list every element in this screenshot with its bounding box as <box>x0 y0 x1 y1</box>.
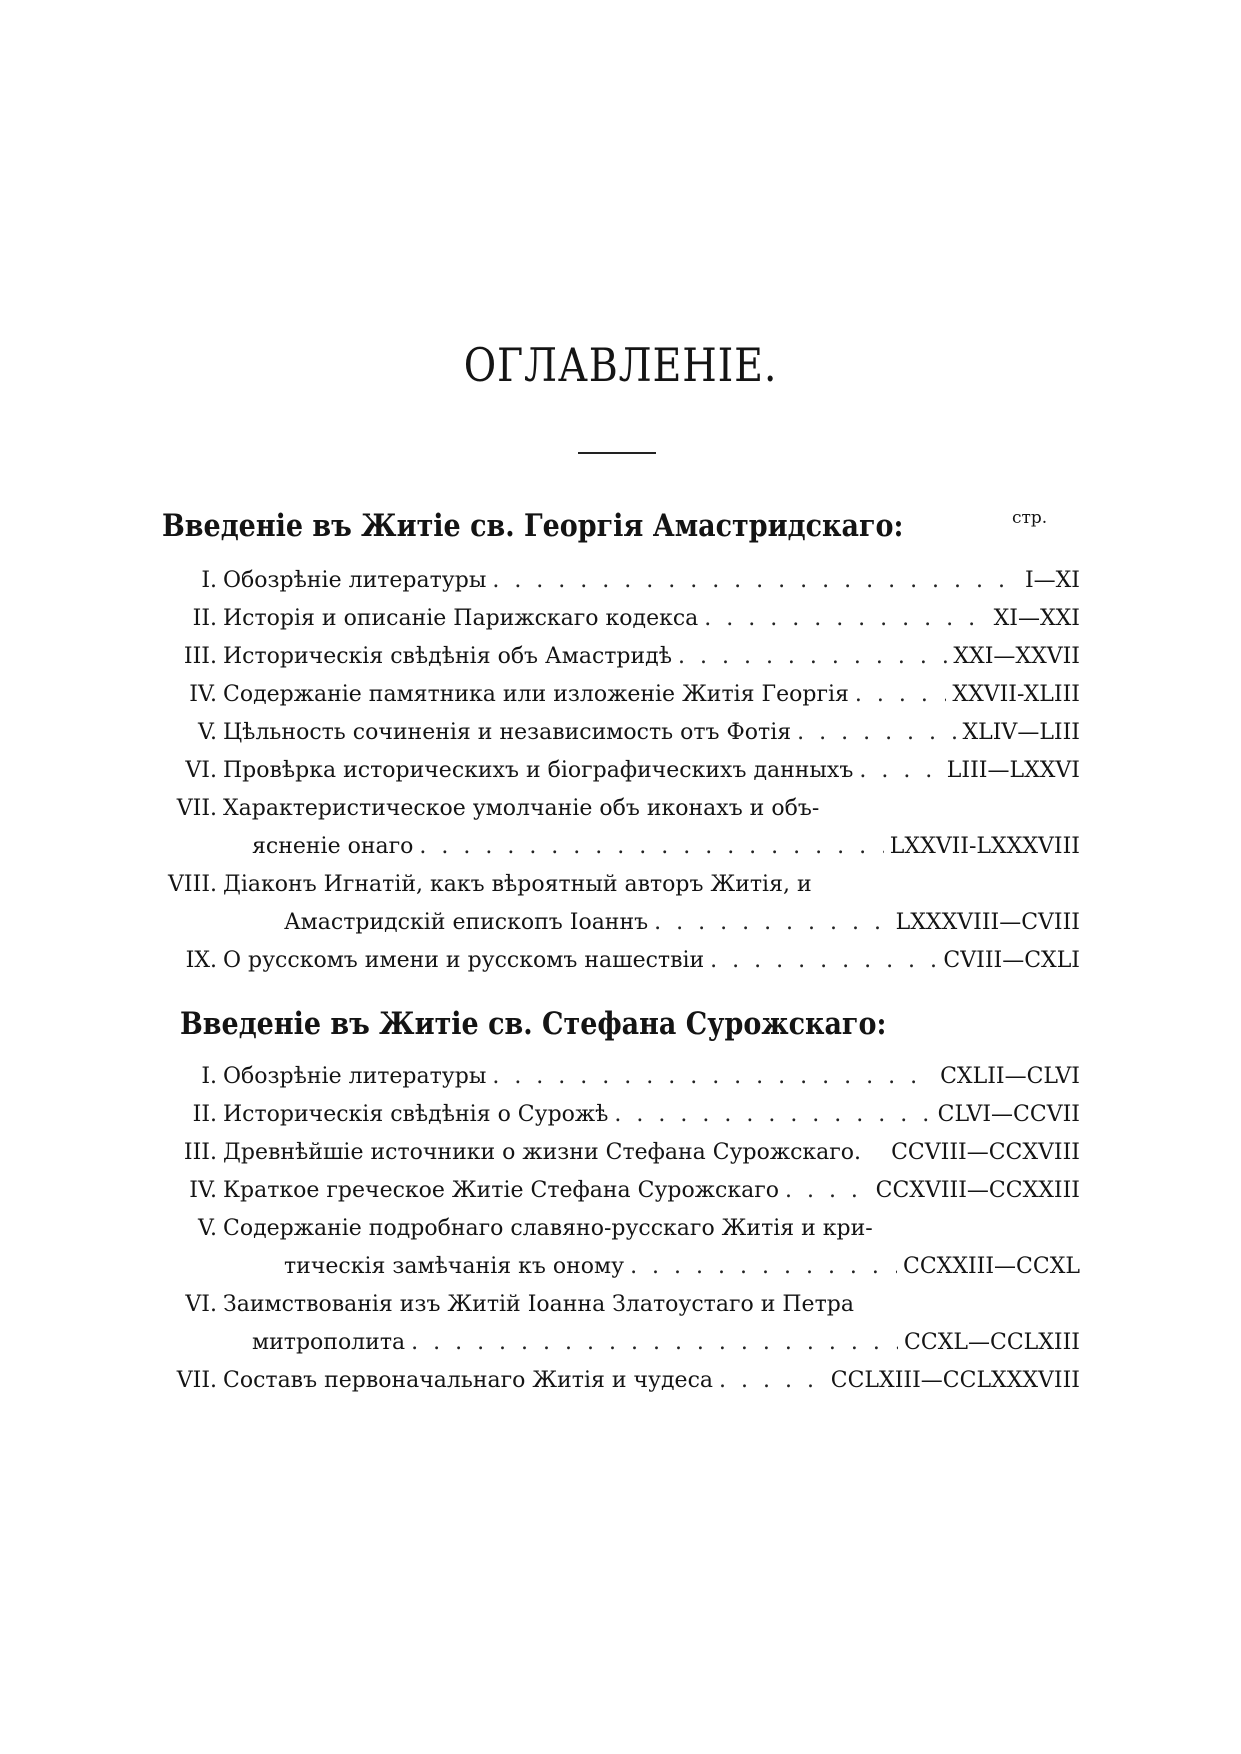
dot-leader <box>492 1060 934 1094</box>
entry-title: Составъ первоначальнаго Житія и чудеса <box>223 1368 714 1393</box>
entry-title-continuation: Амастридскій епископъ Іоаннъ <box>284 910 649 935</box>
dot-leader <box>630 1250 897 1284</box>
entry-pages: LIII—LXXVI <box>946 758 1080 783</box>
dot-leader <box>614 1098 931 1132</box>
entry-title: Содержаніе памятника или изложеніе Житія Георгія <box>223 682 849 707</box>
entry-title: Историческія свѣдѣнія объ Амастридѣ <box>223 644 672 669</box>
entry-pages: XI—XXI <box>993 606 1080 631</box>
entry-title: Древнѣйшіе источники о жизни Стефана Сурожскаго. <box>223 1140 862 1165</box>
entry-number: III. <box>183 644 217 669</box>
entry-pages: CCXVIII—CCXXIII <box>875 1178 1080 1203</box>
entry-number: IV. <box>189 1178 217 1203</box>
entry-title: Исторія и описаніе Парижскаго кодекса <box>223 606 699 631</box>
toc-entry[interactable] <box>0 602 1080 636</box>
entry-title: Провѣрка историческихъ и біографическихъ данныхъ <box>223 758 854 783</box>
toc-entry-continuation[interactable] <box>0 1250 1080 1284</box>
toc-entry[interactable] <box>0 640 1080 674</box>
entry-pages: CVIII—CXLI <box>943 948 1080 973</box>
toc-entry[interactable] <box>0 1136 1080 1170</box>
entry-number: III. <box>183 1140 217 1165</box>
entry-title: Обозрѣніе литературы <box>223 568 487 593</box>
entry-number: II. <box>192 1102 217 1127</box>
page-title: ОГЛАВЛЕНІЕ. <box>463 338 778 392</box>
entry-pages: CXLII—CLVI <box>940 1064 1080 1089</box>
entry-number: VIII. <box>168 872 217 897</box>
entry-pages: LXXXVIII—CVIII <box>895 910 1080 935</box>
section-heading-georgy: Введеніе въ Житіе св. Георгія Амастридскаго: <box>162 508 904 544</box>
section-heading-stefan: Введеніе въ Житіе св. Стефана Сурожскаго: <box>180 1006 887 1042</box>
toc-entry-continuation[interactable] <box>0 1326 1080 1360</box>
entry-title-continuation: тическія замѣчанія къ оному <box>284 1254 625 1279</box>
entry-title: Діаконъ Игнатій, какъ вѣроятный авторъ Житія, и <box>223 872 812 897</box>
entry-pages: XXVII-XLIII <box>952 682 1080 707</box>
entry-number: VI. <box>185 1292 217 1317</box>
entry-pages: CCXXIII—CCXL <box>903 1254 1080 1279</box>
entry-pages: XXI—XXVII <box>953 644 1080 669</box>
toc-entry[interactable] <box>0 678 1080 712</box>
toc-entry[interactable] <box>0 1364 1080 1398</box>
entry-number: II. <box>192 606 217 631</box>
entry-title: Цѣльность сочиненія и независимость отъ Фотія <box>223 720 792 745</box>
entry-title: О русскомъ имени и русскомъ нашествіи <box>223 948 705 973</box>
entry-number: V. <box>197 1216 217 1241</box>
entry-pages: CCXL—CCLXIII <box>904 1330 1080 1355</box>
entry-number: I. <box>201 568 217 593</box>
entry-title-continuation: ясненіе онаго <box>252 834 414 859</box>
dot-leader <box>704 602 987 636</box>
entry-pages: I—XI <box>1024 568 1080 593</box>
toc-entry[interactable] <box>0 792 1080 826</box>
entry-pages: LXXVII-LXXXVIII <box>889 834 1080 859</box>
dot-leader <box>797 716 956 750</box>
entry-title: Заимствованія изъ Житій Іоанна Златоустаго и Петра <box>223 1292 854 1317</box>
page-column-label: стр. <box>1012 508 1048 528</box>
dot-leader <box>710 944 937 978</box>
entry-pages: XLIV—LIII <box>962 720 1080 745</box>
entry-title-continuation: митрополита <box>252 1330 406 1355</box>
entry-title: Содержаніе подробнаго славяно-русскаго Житія и кри- <box>223 1216 873 1241</box>
toc-entry-continuation[interactable] <box>0 906 1080 940</box>
entry-number: VI. <box>185 758 217 783</box>
entry-pages: CLVI—CCVII <box>937 1102 1080 1127</box>
entry-pages: CCLXIII—CCLXXXVIII <box>830 1368 1080 1393</box>
toc-entry[interactable] <box>0 1212 1080 1246</box>
dot-leader <box>719 1364 825 1398</box>
toc-entry[interactable] <box>0 1288 1080 1322</box>
entry-title: Характеристическое умолчаніе объ иконахъ и объ- <box>223 796 820 821</box>
entry-title: Историческія свѣдѣнія о Сурожѣ <box>223 1102 609 1127</box>
dot-leader <box>859 754 940 788</box>
dot-leader <box>785 1174 870 1208</box>
entry-number: VII. <box>176 1368 217 1393</box>
entry-title: Обозрѣніе литературы <box>223 1064 487 1089</box>
toc-entry-continuation[interactable] <box>0 830 1080 864</box>
toc-entry[interactable] <box>0 1098 1080 1132</box>
toc-entry[interactable] <box>0 754 1080 788</box>
entry-title: Краткое греческое Житіе Стефана Сурожскаго <box>223 1178 779 1203</box>
entry-number: I. <box>201 1064 217 1089</box>
toc-entry[interactable] <box>0 1060 1080 1094</box>
dot-leader <box>654 906 890 940</box>
dot-leader <box>492 564 1019 598</box>
dot-leader <box>411 1326 898 1360</box>
entry-number: IV. <box>189 682 217 707</box>
dot-leader <box>419 830 883 864</box>
dot-leader <box>678 640 947 674</box>
entry-pages: CCVIII—CCXVIII <box>891 1140 1080 1165</box>
title-rule <box>578 452 656 454</box>
entry-number: IX. <box>185 948 217 973</box>
entry-number: V. <box>197 720 217 745</box>
toc-entry[interactable] <box>0 944 1080 978</box>
toc-entry[interactable] <box>0 868 1080 902</box>
toc-entry[interactable] <box>0 716 1080 750</box>
entry-number: VII. <box>176 796 217 821</box>
dot-leader <box>855 678 947 712</box>
toc-entry[interactable] <box>0 1174 1080 1208</box>
toc-entry[interactable] <box>0 564 1080 598</box>
